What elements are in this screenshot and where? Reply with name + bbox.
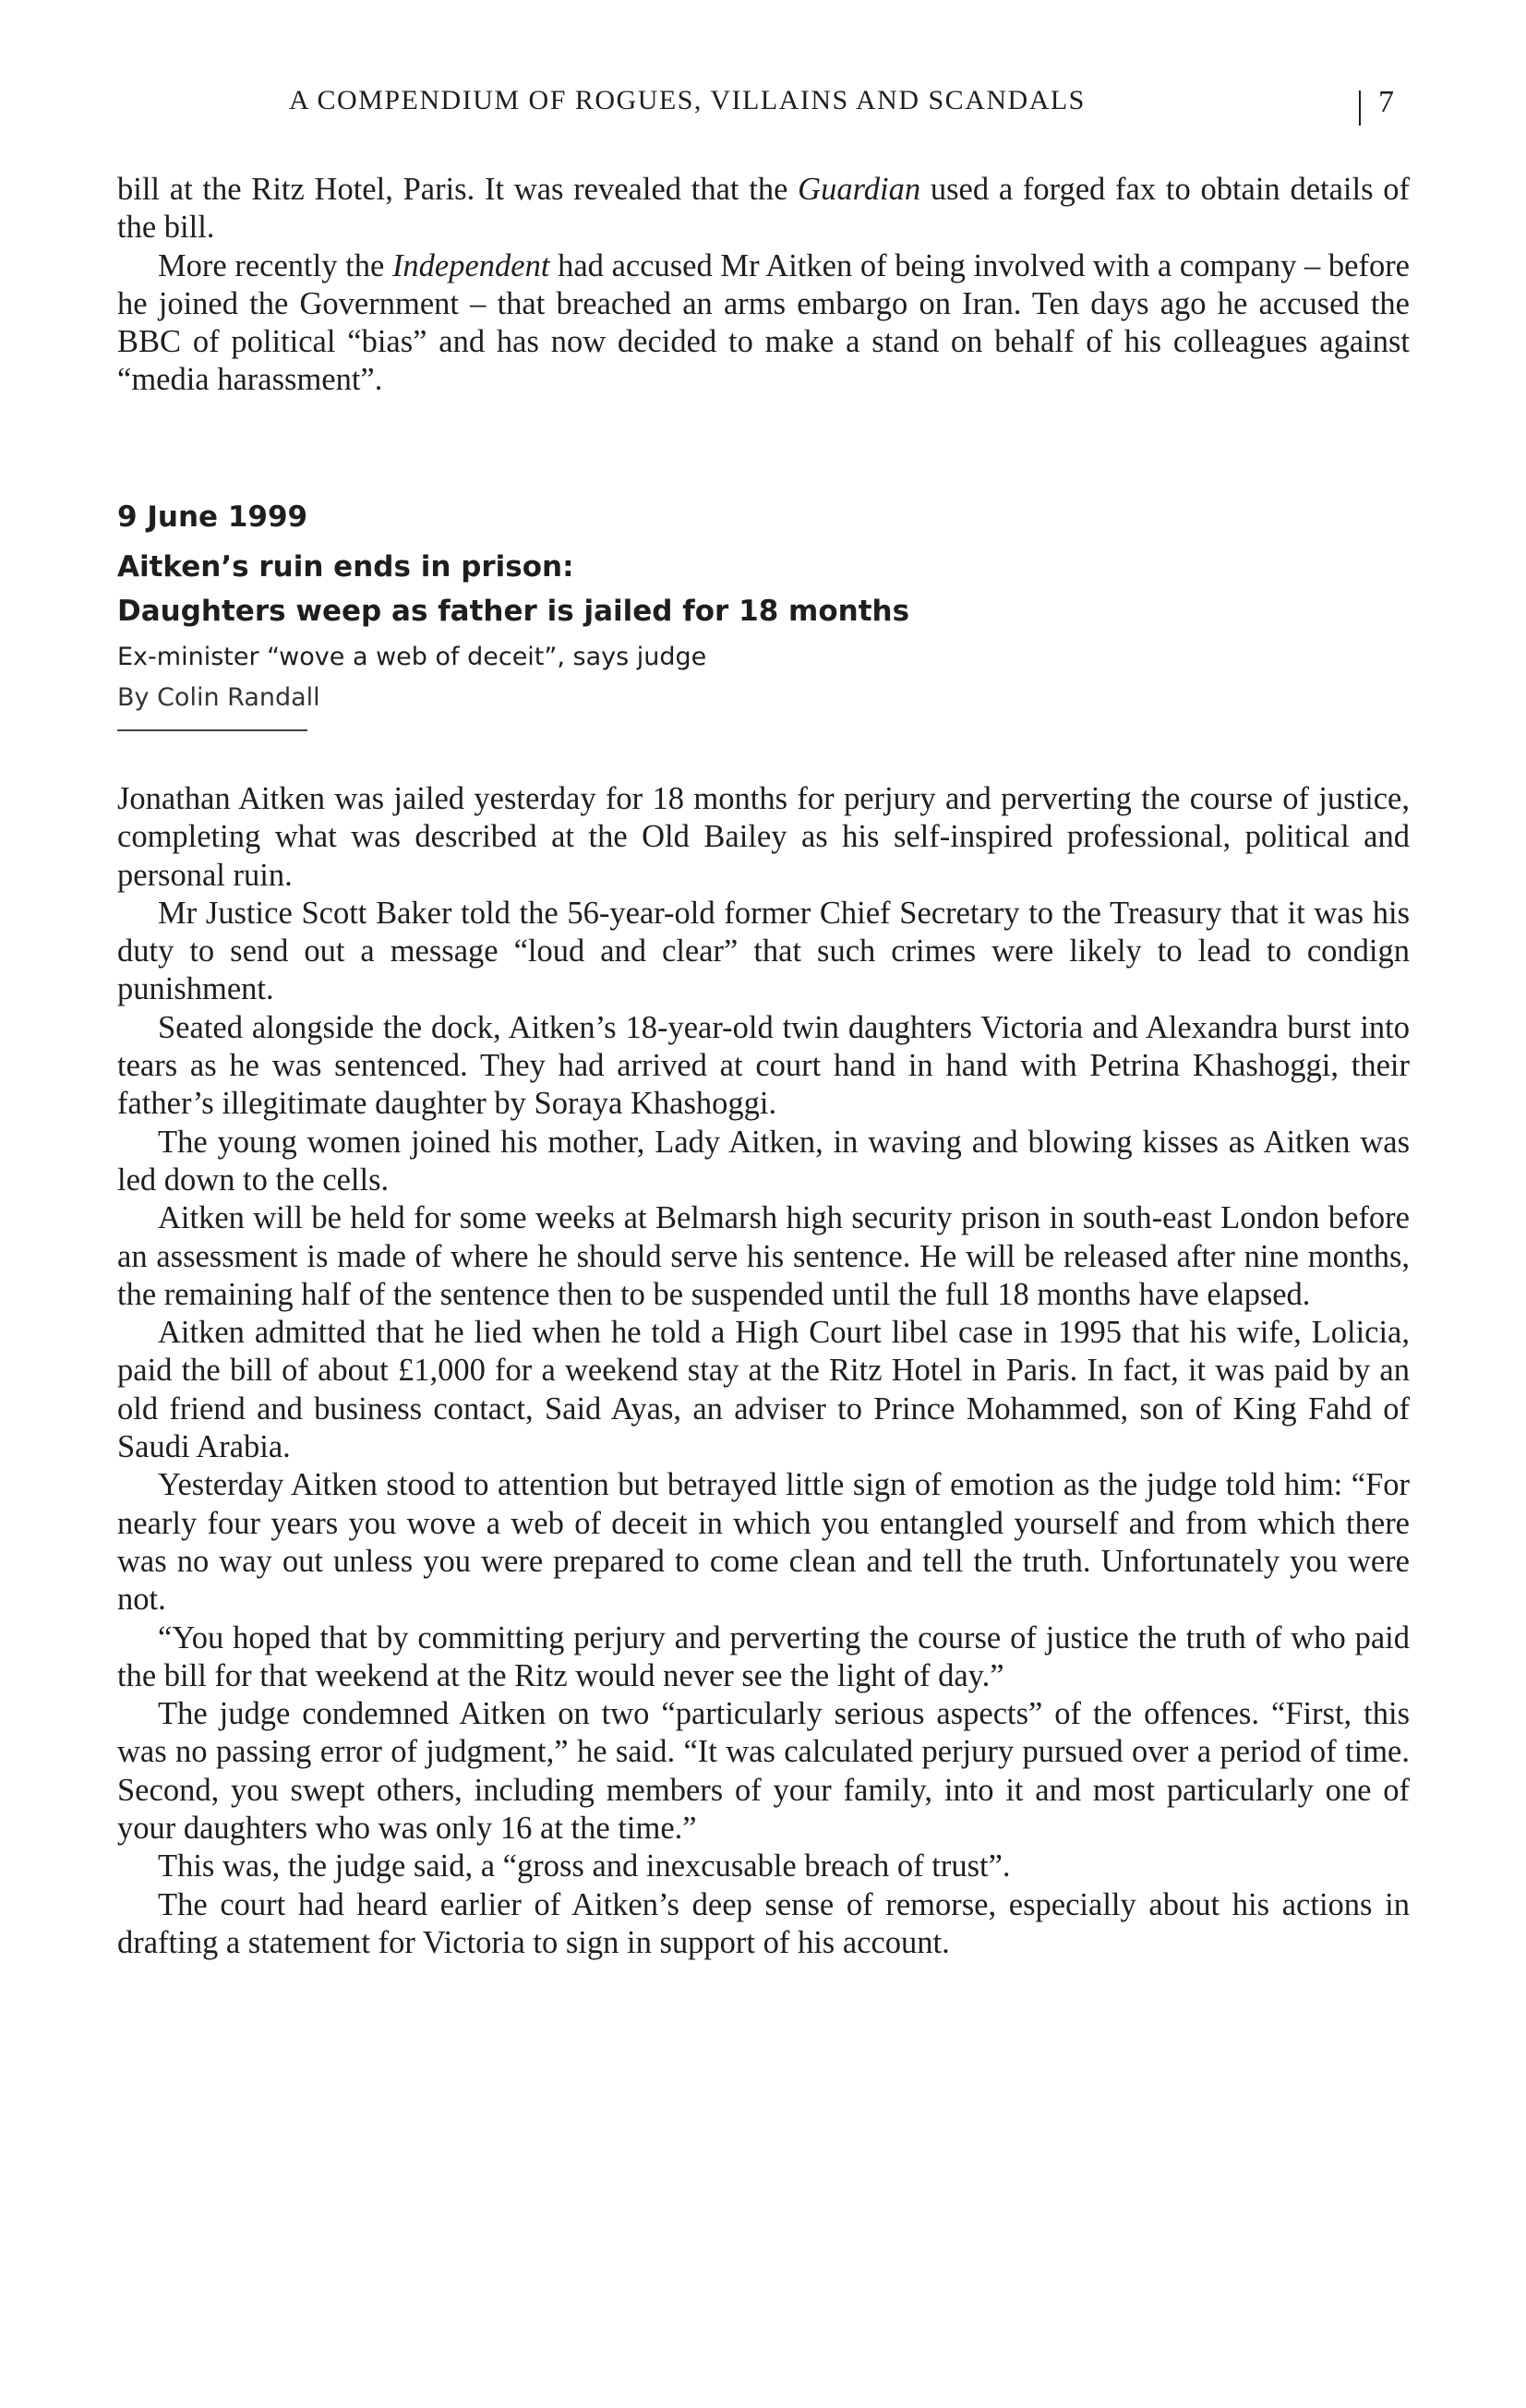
newspaper-title: Guardian [798, 172, 921, 207]
article-paragraph: “You hoped that by committing perjury and perverting the course of justice the truth of who paid the bill for that weekend at the Ritz would never see the light of day.” [117, 1619, 1410, 1693]
article-header [117, 499, 1410, 731]
intro-text-run: More recently the [158, 247, 392, 283]
article-paragraph: Aitken admitted that he lied when he told a High Court libel case in 1995 that his wife, Lolicia, paid the bill of about £1,000 for a weekend stay at the Ritz Hotel in Paris. In fact, it was paid by an old friend and business contact, Said Ayas, an adviser to Prince Mohammed, son of King Fahd of Saudi Arabia. [117, 1315, 1410, 1465]
article-paragraph: The judge condemned Aitken on two “particularly serious aspects” of the offences. “First, this was no passing error of judgment,” he said. “It was calculated perjury pursued over a period of time. Second, you swept others, including members of your family, into it and most particularly one of your daughters who was only 16 at the time.” [117, 1696, 1410, 1847]
article-paragraph: Jonathan Aitken was jailed yesterday for 18 months for perjury and perverting the course of justice, completing what was described at the Old Bailey as his self-inspired professional, political and personal ruin. [117, 781, 1410, 893]
intro-text-run: had accused Mr Aitken of being involved with a company – before he joined the Government – that breached an arms embargo on Iran. Ten days ago he accused the BBC of political “bias” and has now decided to make a stand on behalf of his colleagues against “media harassment”. [117, 247, 1410, 398]
intro-paragraph [117, 247, 1410, 400]
article-subheadline: Ex-minister “wove a web of deceit”, says judge [117, 643, 707, 671]
article-paragraph: Seated alongside the dock, Aitken’s 18-year-old twin daughters Victoria and Alexandra burst into tears as he was sentenced. They had arrived at court hand in hand with Petrina Khashoggi, their father’s illegitimate daughter by Soraya Khashoggi. [117, 1009, 1410, 1122]
running-title: A COMPENDIUM OF ROGUES, VILLAINS AND SCANDALS [289, 85, 1086, 115]
article-paragraph: The court had heard earlier of Aitken’s deep sense of remorse, especially about his actions in drafting a statement for Victoria to sign in support of his account. [117, 1886, 1410, 1960]
running-header [117, 85, 1410, 131]
intro-paragraph [117, 171, 1410, 247]
intro-text-run: used a forged fax to obtain details of the bill. [117, 172, 1410, 246]
newspaper-title: Independent [391, 247, 550, 283]
article-headline-line-2: Daughters weep as father is jailed for 18 months [117, 595, 910, 628]
article-body [117, 780, 1410, 1962]
header-divider [1359, 90, 1361, 126]
page-number: 7 [1378, 85, 1394, 119]
intro-text [117, 171, 1410, 400]
article-byline: By Colin Randall [117, 683, 320, 712]
article-paragraph: Aitken will be held for some weeks at Belmarsh high security prison in south-east London before an assessment is made of where he should serve his sentence. He will be released after nine months, the remaining half of the sentence then to be suspended until the full 18 months have elapsed. [117, 1200, 1410, 1312]
byline-rule [117, 729, 307, 731]
article-headline-line-1: Aitken’s ruin ends in prison: [117, 550, 574, 584]
article-date: 9 June 1999 [117, 500, 308, 534]
article-paragraph: This was, the judge said, a “gross and inexcusable breach of trust”. [158, 1848, 1011, 1884]
article-paragraph: Yesterday Aitken stood to attention but betrayed little sign of emotion as the judge told him: “For nearly four years you wove a web of deceit in which you entangled yourself and from which there was no way out unless you were prepared to come clean and tell the truth. Unfortunately you were not. [117, 1467, 1410, 1618]
intro-text-run: bill at the Ritz Hotel, Paris. It was revealed that the [117, 172, 799, 207]
article-paragraph: Mr Justice Scott Baker told the 56-year-old former Chief Secretary to the Treasury that it was his duty to send out a message “loud and clear” that such crimes were likely to lead to condign punishment. [117, 895, 1410, 1007]
article-paragraph: The young women joined his mother, Lady Aitken, in waving and blowing kisses as Aitken was led down to the cells. [117, 1124, 1410, 1198]
